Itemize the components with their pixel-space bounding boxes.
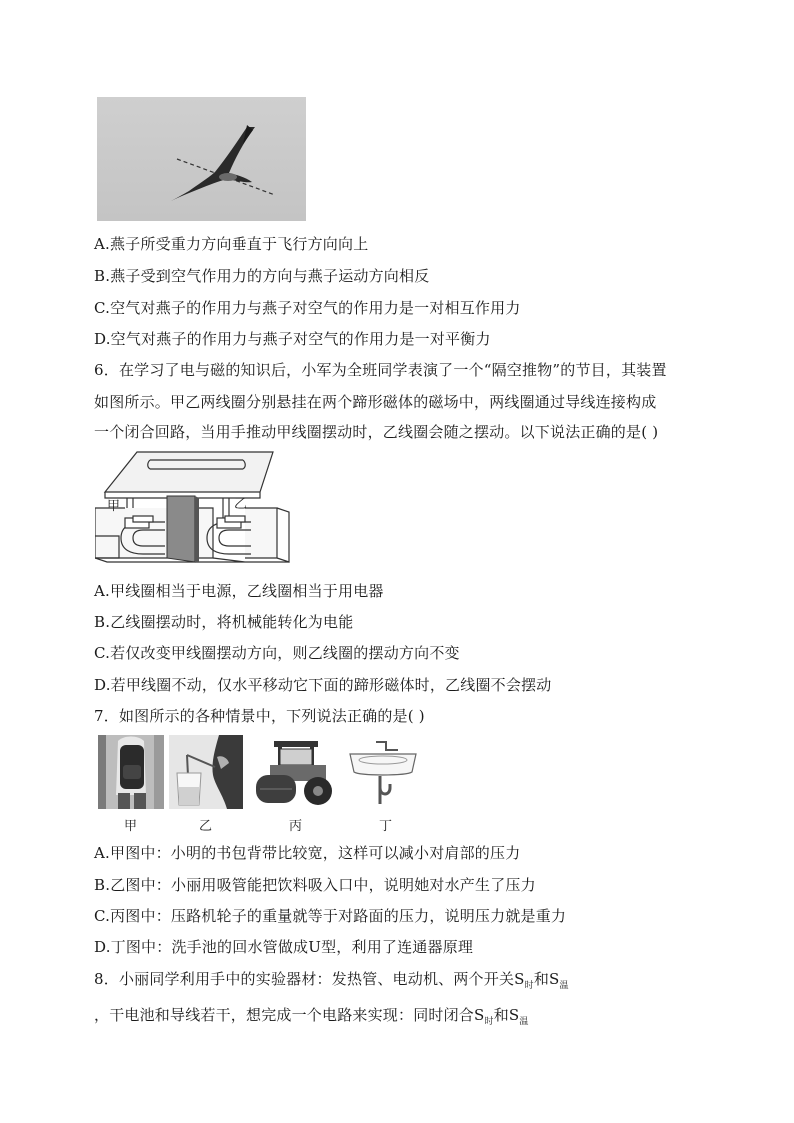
q8-conj-1: 和: [533, 970, 550, 988]
q6-option-a: A.甲线圈相当于电源，乙线圈相当于用电器: [94, 582, 384, 600]
switch-sub-4: 温: [519, 1017, 529, 1027]
swallow-photo: [97, 97, 306, 221]
q6-option-b: B.乙线圈摆动时，将机械能转化为电能: [94, 613, 354, 631]
switch-symbol-1: S: [514, 970, 525, 988]
coil-label-yi: 乙: [234, 497, 248, 512]
q7-caption-bing: 丙: [289, 819, 303, 834]
switch-symbol-4: S: [508, 1006, 520, 1024]
q6-stem-line-2: 如图所示。甲乙两线圈分别悬挂在两个蹄形磁体的磁场中，两线圈通过导线连接构成: [94, 393, 657, 411]
q8-conj-2: 和: [493, 1006, 509, 1024]
q7-sink-picture: [346, 738, 420, 808]
coil-magnet-apparatus: [95, 450, 295, 570]
q8-line2-text: ，干电池和导线若干，想完成一个电路来实现：同时闭合: [94, 1006, 475, 1024]
q7-option-b: B.乙图中：小丽用吸管能把饮料吸入口中，说明她对水产生了压力: [94, 876, 536, 894]
q8-stem-line-1: [94, 969, 569, 996]
switch-sub-2: 温: [559, 981, 569, 991]
q6-stem-line-3: 一个闭合回路，当用手推动甲线圈摆动时，乙线圈会随之摆动。以下说法正确的是( ): [94, 423, 659, 441]
q6-option-d: D.若甲线圈不动，仅水平移动它下面的蹄形磁体时，乙线圈不会摆动: [94, 676, 552, 694]
q5-option-a: A.燕子所受重力方向垂直于飞行方向向上: [94, 235, 369, 253]
q5-option-b: B.燕子受到空气作用力的方向与燕子运动方向相反: [94, 267, 430, 285]
switch-sub-1: 时: [524, 981, 534, 991]
switch-symbol-2: S: [549, 970, 560, 988]
q7-straw-picture: [169, 735, 243, 809]
q7-option-d: D.丁图中：洗手池的回水管做成U型，利用了连通器原理: [94, 938, 474, 956]
q7-caption-yi: 乙: [199, 819, 213, 834]
q6-stem-line-1: 6．在学习了电与磁的知识后，小军为全班同学表演了一个“隔空推物”的节目，其装置: [94, 361, 667, 379]
switch-sub-3: 时: [484, 1017, 494, 1027]
q8-line1-text: 8．小丽同学利用手中的实验器材：发热管、电动机、两个开关: [94, 970, 515, 988]
q7-road-roller-picture: [252, 737, 340, 807]
q5-option-d: D.空气对燕子的作用力与燕子对空气的作用力是一对平衡力: [94, 330, 491, 348]
q7-caption-ding: 丁: [379, 819, 393, 834]
q5-option-c: C.空气对燕子的作用力与燕子对空气的作用力是一对相互作用力: [94, 299, 521, 317]
q7-stem: 7．如图所示的各种情景中，下列说法正确的是( ): [94, 707, 425, 725]
q7-option-a: A.甲图中：小明的书包背带比较宽，这样可以减小对肩部的压力: [94, 844, 521, 862]
q7-caption-jia: 甲: [124, 819, 138, 834]
switch-symbol-3: S: [474, 1006, 485, 1024]
coil-label-jia: 甲: [107, 499, 121, 514]
q6-option-c: C.若仅改变甲线圈摆动方向，则乙线圈的摆动方向不变: [94, 644, 460, 662]
q7-backpack-picture: [98, 735, 164, 809]
q7-option-c: C.丙图中：压路机轮子的重量就等于对路面的压力，说明压力就是重力: [94, 907, 567, 925]
q8-stem-line-2: [94, 1005, 529, 1032]
